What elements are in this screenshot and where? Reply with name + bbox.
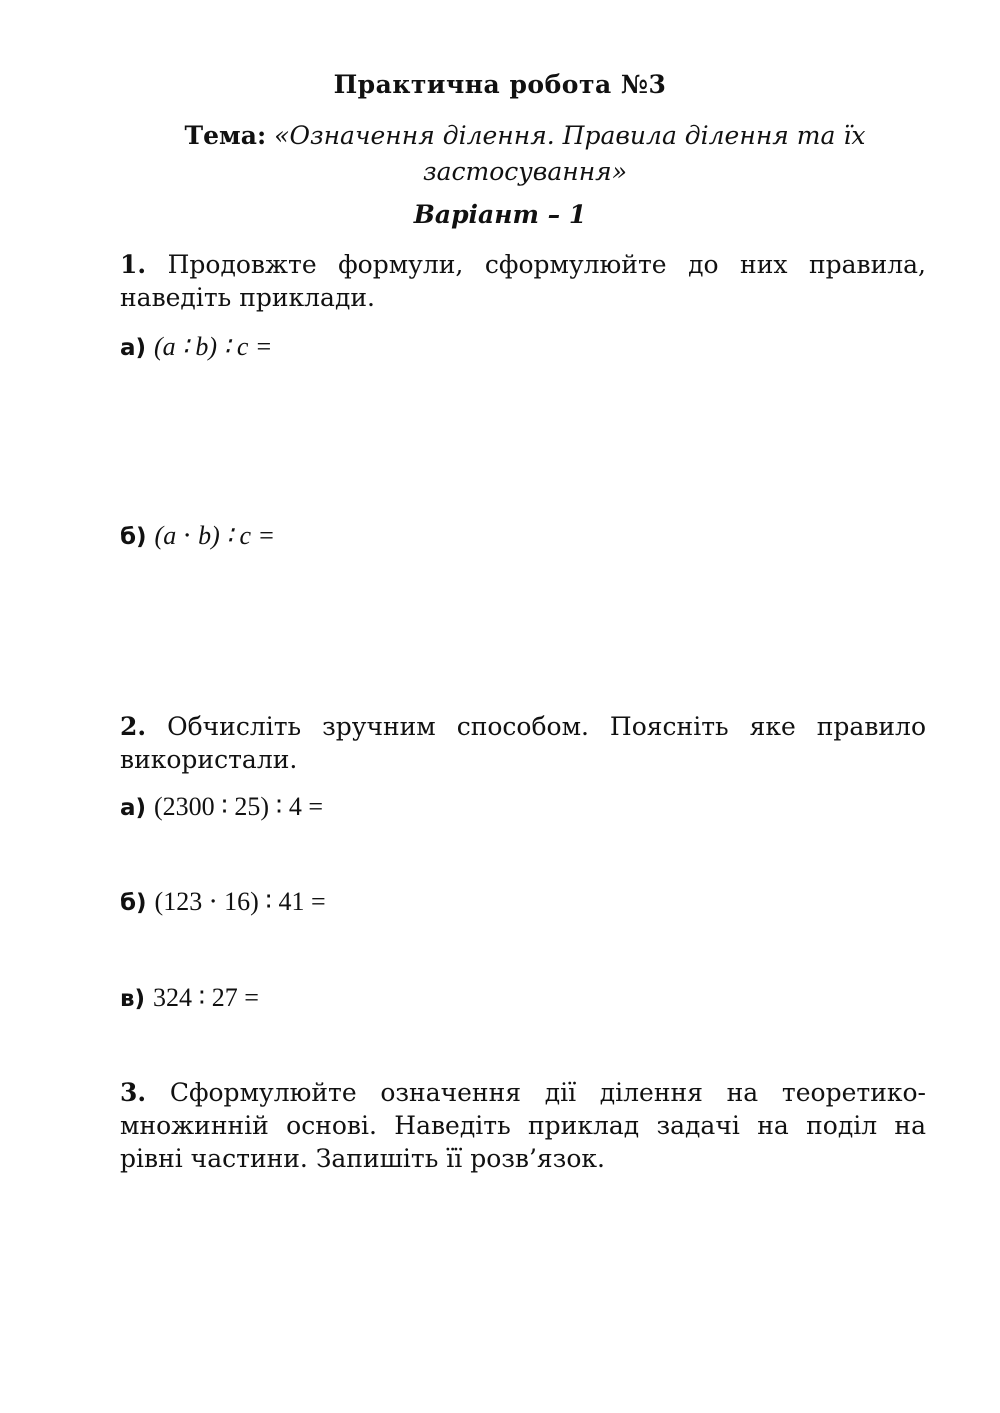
task-3 xyxy=(120,1076,926,1175)
page-title: Практична робота №3 xyxy=(333,70,667,99)
topic-text: «Означення ділення. Правила ділення та їх застосування» xyxy=(274,121,866,186)
task-2-item-b xyxy=(120,885,326,920)
task-2-item-c xyxy=(120,981,259,1016)
task-1 xyxy=(120,248,926,314)
task-3-text: Сформулюйте означення дії ділення на теоретико-множинній основі. Наведіть приклад задачі на поділ на рівні частини. Запишіть її розв’язок. xyxy=(120,1078,926,1173)
task-2-number: 2. xyxy=(120,712,147,741)
task-1-item-b xyxy=(120,519,275,554)
task-2-item-b-label: б) xyxy=(120,890,147,916)
task-2-text: Обчисліть зручним способом. Поясніть яке правило використали. xyxy=(120,712,926,774)
task-1-item-a-label: а) xyxy=(120,335,147,361)
task-3-number: 3. xyxy=(120,1078,147,1107)
task-2-item-c-label: в) xyxy=(120,986,146,1012)
variant-heading: Варіант – 1 xyxy=(413,200,587,229)
task-1-number: 1. xyxy=(120,250,147,279)
task-2-item-a xyxy=(120,790,323,825)
topic-label: Тема: xyxy=(184,121,267,150)
task-2-item-a-expression: (2300 ∶ 25) ∶ 4 = xyxy=(154,792,324,821)
task-1-item-a-formula: (a ∶ b) ∶ c = xyxy=(154,332,273,361)
task-1-item-a xyxy=(120,330,272,365)
task-2-item-a-label: а) xyxy=(120,795,147,821)
task-1-item-b-formula: (a ⋅ b) ∶ c = xyxy=(154,521,276,550)
topic xyxy=(150,118,900,190)
task-2 xyxy=(120,710,926,776)
task-1-item-b-label: б) xyxy=(120,524,147,550)
task-2-item-c-expression: 324 ∶ 27 = xyxy=(153,983,259,1012)
task-2-item-b-expression: (123 ⋅ 16) ∶ 41 = xyxy=(154,887,326,916)
task-1-text: Продовжте формули, сформулюйте до них правила, наведіть приклади. xyxy=(120,250,926,312)
